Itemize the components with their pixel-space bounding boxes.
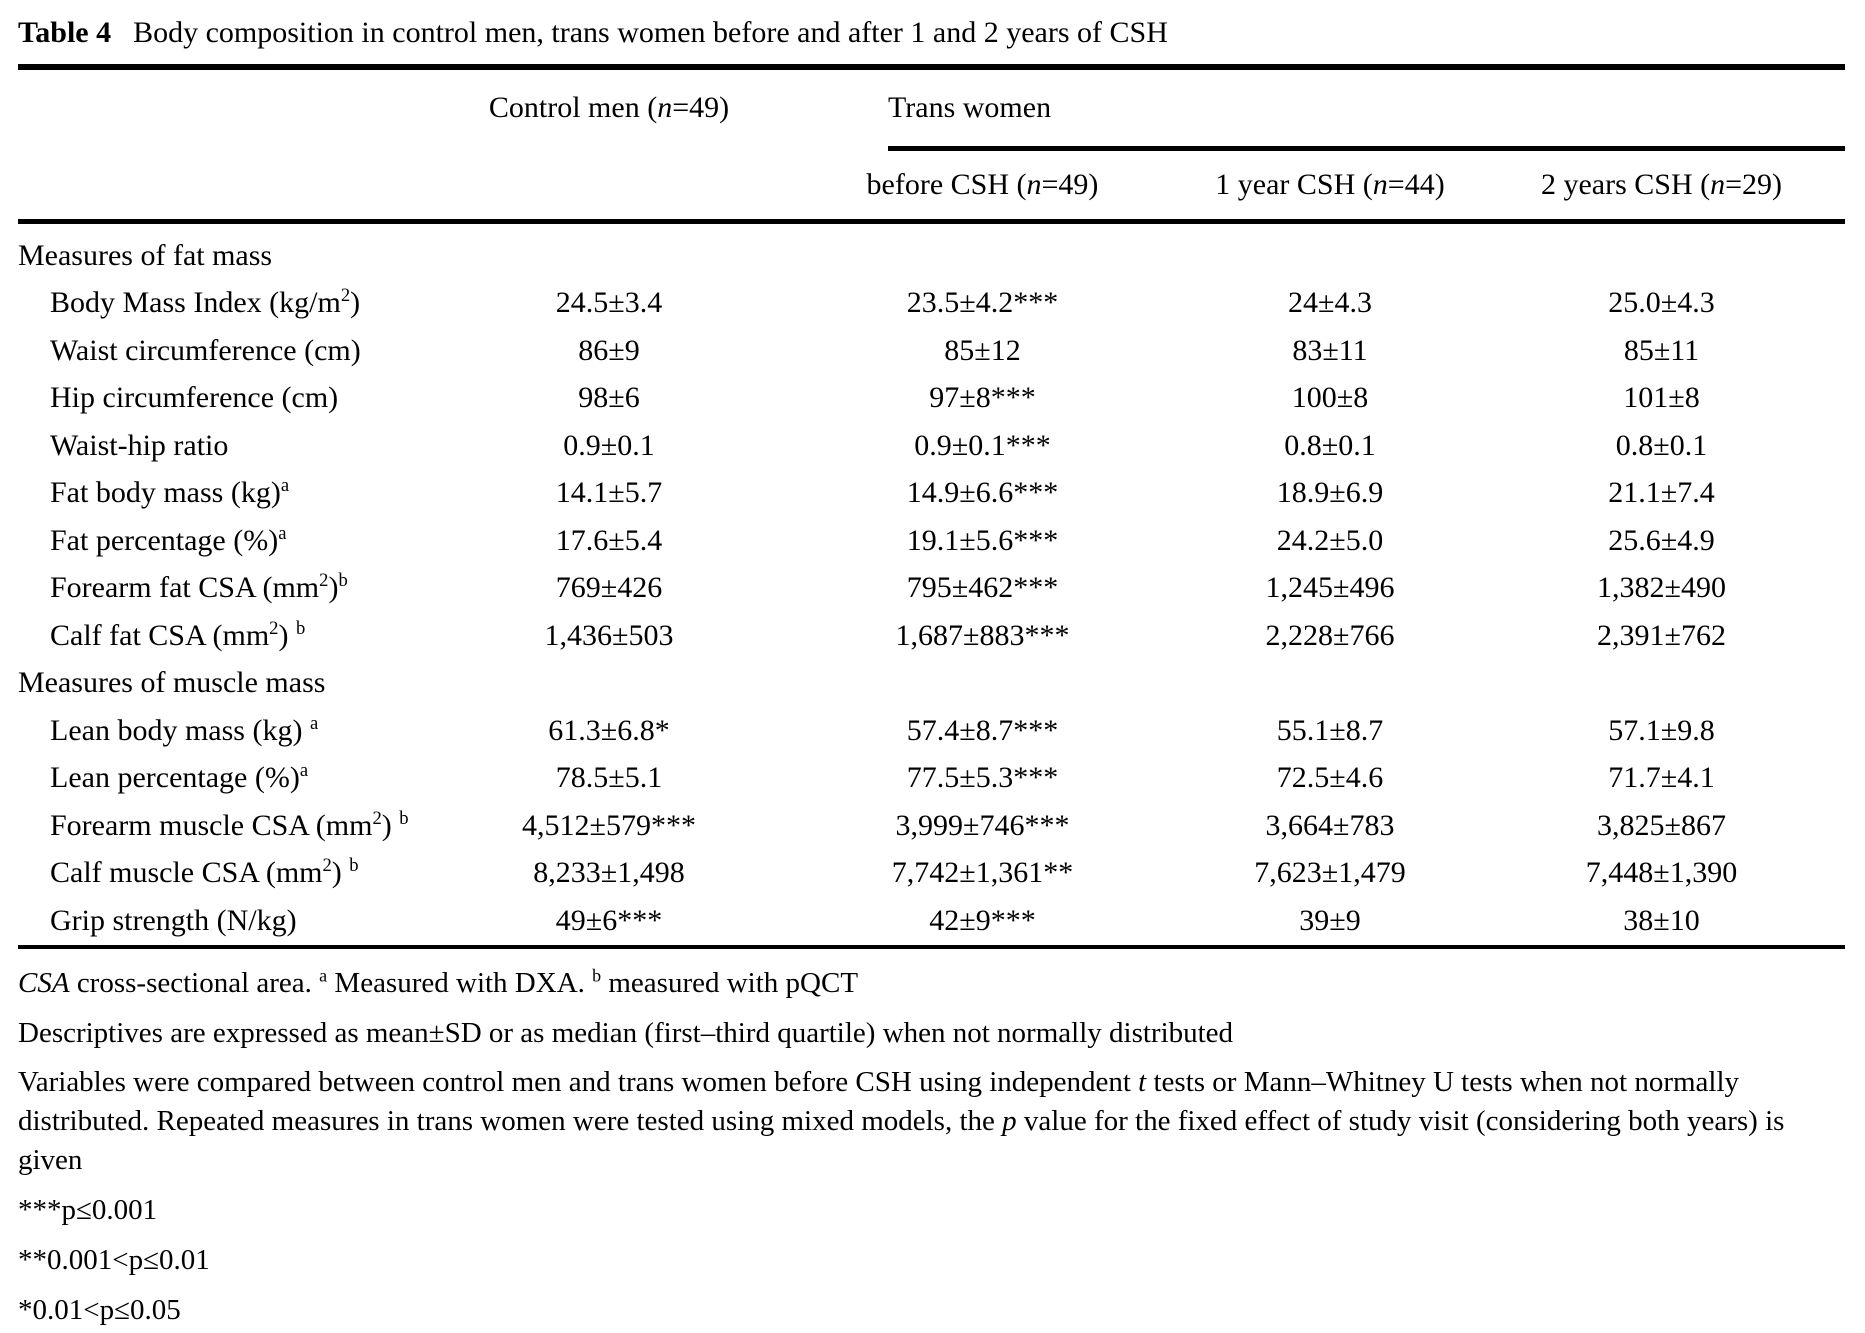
table-row-lean-body-mass	[18, 707, 1845, 755]
cell-1-year-csh: 83±11	[1292, 333, 1368, 367]
row-label-sup: 2	[372, 807, 382, 829]
footnote-significance-p001: ***p≤0.001	[18, 1193, 158, 1226]
table-row-fat-body-mass	[18, 470, 1845, 518]
table-row-forearm-fat-csa	[18, 565, 1845, 613]
column-header-1-year-csh	[1180, 168, 1480, 202]
row-label-text2: )	[350, 286, 361, 320]
section-row-muscle-mass	[18, 660, 1845, 708]
row-label	[18, 476, 433, 510]
row-label-text2: )	[278, 618, 296, 652]
footnote-methods-italic-p: p	[1002, 1104, 1017, 1137]
column-header-control-men-count: =49)	[672, 91, 730, 124]
cell-1-year-csh: 55.1±8.7	[1276, 713, 1384, 747]
column-header-1-year-csh-n: n	[1372, 168, 1388, 201]
cell-2-years-csh: 7,448±1,390	[1585, 856, 1738, 890]
cell-control-men: 14.1±5.7	[555, 476, 663, 510]
cell-control-men: 1,436±503	[544, 618, 674, 652]
cell-control-men: 0.9±0.1	[563, 428, 655, 462]
cell-before-csh: 0.9±0.1***	[914, 428, 1051, 462]
column-header-1-year-csh-count: =44)	[1387, 168, 1445, 201]
cell-1-year-csh: 0.8±0.1	[1284, 428, 1376, 462]
column-header-2-years-csh-n: n	[1710, 168, 1726, 201]
column-header-before-csh-count: =49)	[1041, 168, 1099, 201]
row-label-text: Body Mass Index (kg/m	[50, 286, 341, 320]
row-label-text2: )	[331, 856, 350, 890]
cell-before-csh: 77.5±5.3***	[906, 761, 1059, 795]
column-header-before-csh-text: before CSH (	[866, 168, 1027, 201]
cell-before-csh: 14.9±6.6***	[906, 476, 1059, 510]
column-header-control-men	[433, 91, 785, 125]
row-label	[18, 856, 433, 890]
cell-before-csh: 42±9***	[929, 903, 1036, 937]
cell-before-csh: 3,999±746***	[895, 808, 1070, 842]
footnote-abbrev-text3: measured with pQCT	[601, 966, 859, 999]
cell-control-men: 78.5±5.1	[555, 761, 663, 795]
cell-control-men: 86±9	[578, 333, 640, 367]
row-label-text: Fat percentage (%)	[50, 523, 279, 557]
row-label-text: Forearm muscle CSA (mm	[50, 808, 373, 842]
cell-2-years-csh: 25.6±4.9	[1608, 523, 1715, 557]
row-label-sup2: b	[399, 807, 409, 829]
cell-2-years-csh: 0.8±0.1	[1615, 428, 1708, 462]
row-label-text: Calf fat CSA (mm	[50, 618, 270, 652]
cell-before-csh: 57.4±8.7***	[906, 713, 1059, 747]
cell-control-men: 61.3±6.8*	[548, 713, 670, 747]
cell-before-csh: 97±8***	[929, 381, 1036, 415]
row-label	[18, 429, 433, 463]
row-label-sup: 2	[269, 617, 279, 639]
footnote-csa-abbrev: CSA	[18, 966, 70, 999]
row-label-text: Fat body mass (kg)	[50, 476, 281, 510]
cell-1-year-csh: 2,228±766	[1265, 618, 1395, 652]
cell-1-year-csh: 72.5±4.6	[1276, 761, 1384, 795]
footnote-significance-p01: **0.001<p≤0.01	[18, 1243, 210, 1276]
footnote-methods-line1	[18, 1063, 1845, 1102]
row-label	[18, 714, 433, 748]
section-row-fat-mass	[18, 232, 1845, 280]
header-row-groups	[18, 70, 1845, 146]
row-label	[18, 524, 433, 558]
column-header-before-csh-n: n	[1026, 168, 1042, 201]
footnote-significance-p05: *0.01<p≤0.05	[18, 1293, 181, 1326]
row-label-text: Lean percentage (%)	[50, 761, 300, 795]
cell-1-year-csh: 3,664±783	[1265, 808, 1395, 842]
cell-control-men: 49±6***	[555, 903, 663, 937]
footnote-sup-a: a	[319, 964, 328, 985]
section-header	[18, 666, 433, 700]
cell-before-csh: 7,742±1,361**	[891, 856, 1074, 890]
cell-2-years-csh: 21.1±7.4	[1608, 476, 1715, 510]
table-caption-label: Table 4	[18, 16, 112, 49]
footnote-abbrev-text2: Measured with DXA.	[327, 966, 593, 999]
cell-before-csh: 85±12	[944, 333, 1021, 367]
table-caption-text: Body composition in control men, trans women before and after 1 and 2 years of CSH	[133, 16, 1168, 49]
column-header-2-years-csh-count: =29)	[1725, 168, 1783, 201]
table-caption	[18, 6, 1845, 52]
row-label-sup: a	[280, 475, 290, 497]
cell-control-men: 769±426	[555, 571, 663, 605]
footnote-methods-text: Variables were compared between control men and trans women before CSH using independent	[18, 1065, 1139, 1098]
table-row-calf-muscle-csa	[18, 850, 1845, 898]
row-label-sup: 2	[322, 855, 332, 877]
cell-2-years-csh: 25.0±4.3	[1608, 286, 1715, 320]
footnote-methods-text: given	[18, 1143, 83, 1176]
row-label-sup: 2	[340, 285, 351, 307]
cell-2-years-csh: 85±11	[1623, 333, 1700, 367]
column-header-before-csh	[785, 168, 1180, 202]
cell-2-years-csh: 38±10	[1623, 903, 1700, 937]
column-header-2-years-csh-text: 2 years CSH (	[1540, 168, 1711, 201]
row-label-text: Waist circumference (cm)	[50, 333, 361, 367]
cell-control-men: 8,233±1,498	[533, 856, 685, 890]
cell-1-year-csh: 18.9±6.9	[1276, 476, 1384, 510]
row-label-text: Grip strength (N/kg)	[50, 903, 297, 937]
table-body	[18, 224, 1845, 945]
row-label-text: Forearm fat CSA (mm	[50, 571, 320, 605]
row-label-text: Waist-hip ratio	[50, 428, 229, 462]
row-label-text: Hip circumference (cm)	[50, 381, 339, 415]
column-header-control-men-text: Control men (	[488, 91, 658, 124]
row-label-sup2: b	[349, 855, 359, 877]
row-label-text: Calf muscle CSA (mm	[50, 856, 323, 890]
table-row-waist	[18, 327, 1845, 375]
row-label-text: Lean body mass (kg)	[50, 713, 310, 747]
row-label-text2: )	[381, 808, 400, 842]
footer-rule	[18, 945, 1845, 949]
row-label-sup: a	[278, 522, 287, 544]
row-label-sup: a	[299, 760, 309, 782]
table-row-fat-percentage	[18, 517, 1845, 565]
cell-control-men: 17.6±5.4	[555, 523, 663, 557]
column-header-2-years-csh	[1480, 168, 1843, 202]
row-label-sup: 2	[319, 570, 329, 592]
row-label	[18, 286, 433, 320]
section-header-text: Measures of muscle mass	[18, 666, 326, 700]
footnote-methods-line2	[18, 1102, 1845, 1141]
footnote-methods-line3	[18, 1141, 1845, 1180]
row-label	[18, 761, 433, 795]
cell-1-year-csh: 24.2±5.0	[1276, 523, 1384, 557]
table-row-bmi	[18, 280, 1845, 328]
cell-2-years-csh: 71.7±4.1	[1608, 761, 1715, 795]
table-row-calf-fat-csa	[18, 612, 1845, 660]
section-header	[18, 239, 433, 273]
footnote-abbreviations	[18, 963, 1845, 1003]
cell-1-year-csh: 24±4.3	[1288, 286, 1372, 320]
section-header-text: Measures of fat mass	[18, 238, 273, 272]
table-row-forearm-muscle-csa	[18, 802, 1845, 850]
column-header-control-men-n: n	[657, 91, 673, 124]
footnote-abbrev-text: cross-sectional area.	[69, 966, 320, 999]
table-row-waist-hip-ratio	[18, 422, 1845, 470]
footnote-descriptives: Descriptives are expressed as mean±SD or as median (first–third quartile) when not normally distributed	[18, 1016, 1234, 1049]
table-row-lean-percentage	[18, 755, 1845, 803]
footnote-methods-text: distributed. Repeated measures in trans women were tested using mixed models, the	[18, 1104, 1003, 1137]
footnote-methods	[18, 1063, 1845, 1180]
cell-before-csh: 19.1±5.6***	[906, 523, 1059, 557]
cell-1-year-csh: 100±8	[1291, 381, 1369, 415]
cell-before-csh: 23.5±4.2***	[906, 286, 1059, 320]
row-label	[18, 381, 433, 415]
row-label-sup2: b	[295, 617, 306, 639]
cell-1-year-csh: 7,623±1,479	[1254, 856, 1406, 890]
cell-control-men: 24.5±3.4	[555, 286, 663, 320]
cell-1-year-csh: 1,245±496	[1265, 571, 1395, 605]
cell-2-years-csh: 101±8	[1623, 381, 1700, 415]
cell-control-men: 98±6	[578, 381, 640, 415]
row-label-text2: )	[328, 571, 339, 605]
table-footnotes	[18, 963, 1845, 1330]
table-row-hip	[18, 375, 1845, 423]
row-label-sup2: b	[338, 570, 348, 592]
table-row-grip-strength	[18, 897, 1845, 945]
row-label	[18, 809, 433, 843]
cell-1-year-csh: 39±9	[1299, 903, 1361, 937]
cell-before-csh: 795±462***	[906, 571, 1059, 605]
footnote-sup-b: b	[592, 964, 602, 985]
row-label	[18, 334, 433, 368]
footnote-methods-text2: value for the fixed effect of study visit (considering both years) is	[1016, 1104, 1785, 1137]
group-header-trans-women: Trans women	[888, 91, 1052, 124]
cell-2-years-csh: 57.1±9.8	[1608, 713, 1715, 747]
cell-control-men: 4,512±579***	[522, 808, 696, 842]
cell-2-years-csh: 1,382±490	[1597, 571, 1726, 605]
cell-2-years-csh: 2,391±762	[1597, 618, 1726, 652]
cell-before-csh: 1,687±883***	[895, 618, 1070, 652]
column-header-1-year-csh-text: 1 year CSH (	[1215, 168, 1373, 201]
row-label	[18, 619, 433, 653]
row-label-sup: a	[309, 712, 319, 734]
footnote-methods-text2: tests or Mann–Whitney U tests when not normally	[1146, 1065, 1740, 1098]
cell-2-years-csh: 3,825±867	[1597, 808, 1726, 842]
row-label	[18, 571, 433, 605]
row-label	[18, 904, 433, 938]
header-row-subcolumns	[18, 151, 1845, 219]
footnote-methods-italic-t: t	[1138, 1065, 1147, 1098]
